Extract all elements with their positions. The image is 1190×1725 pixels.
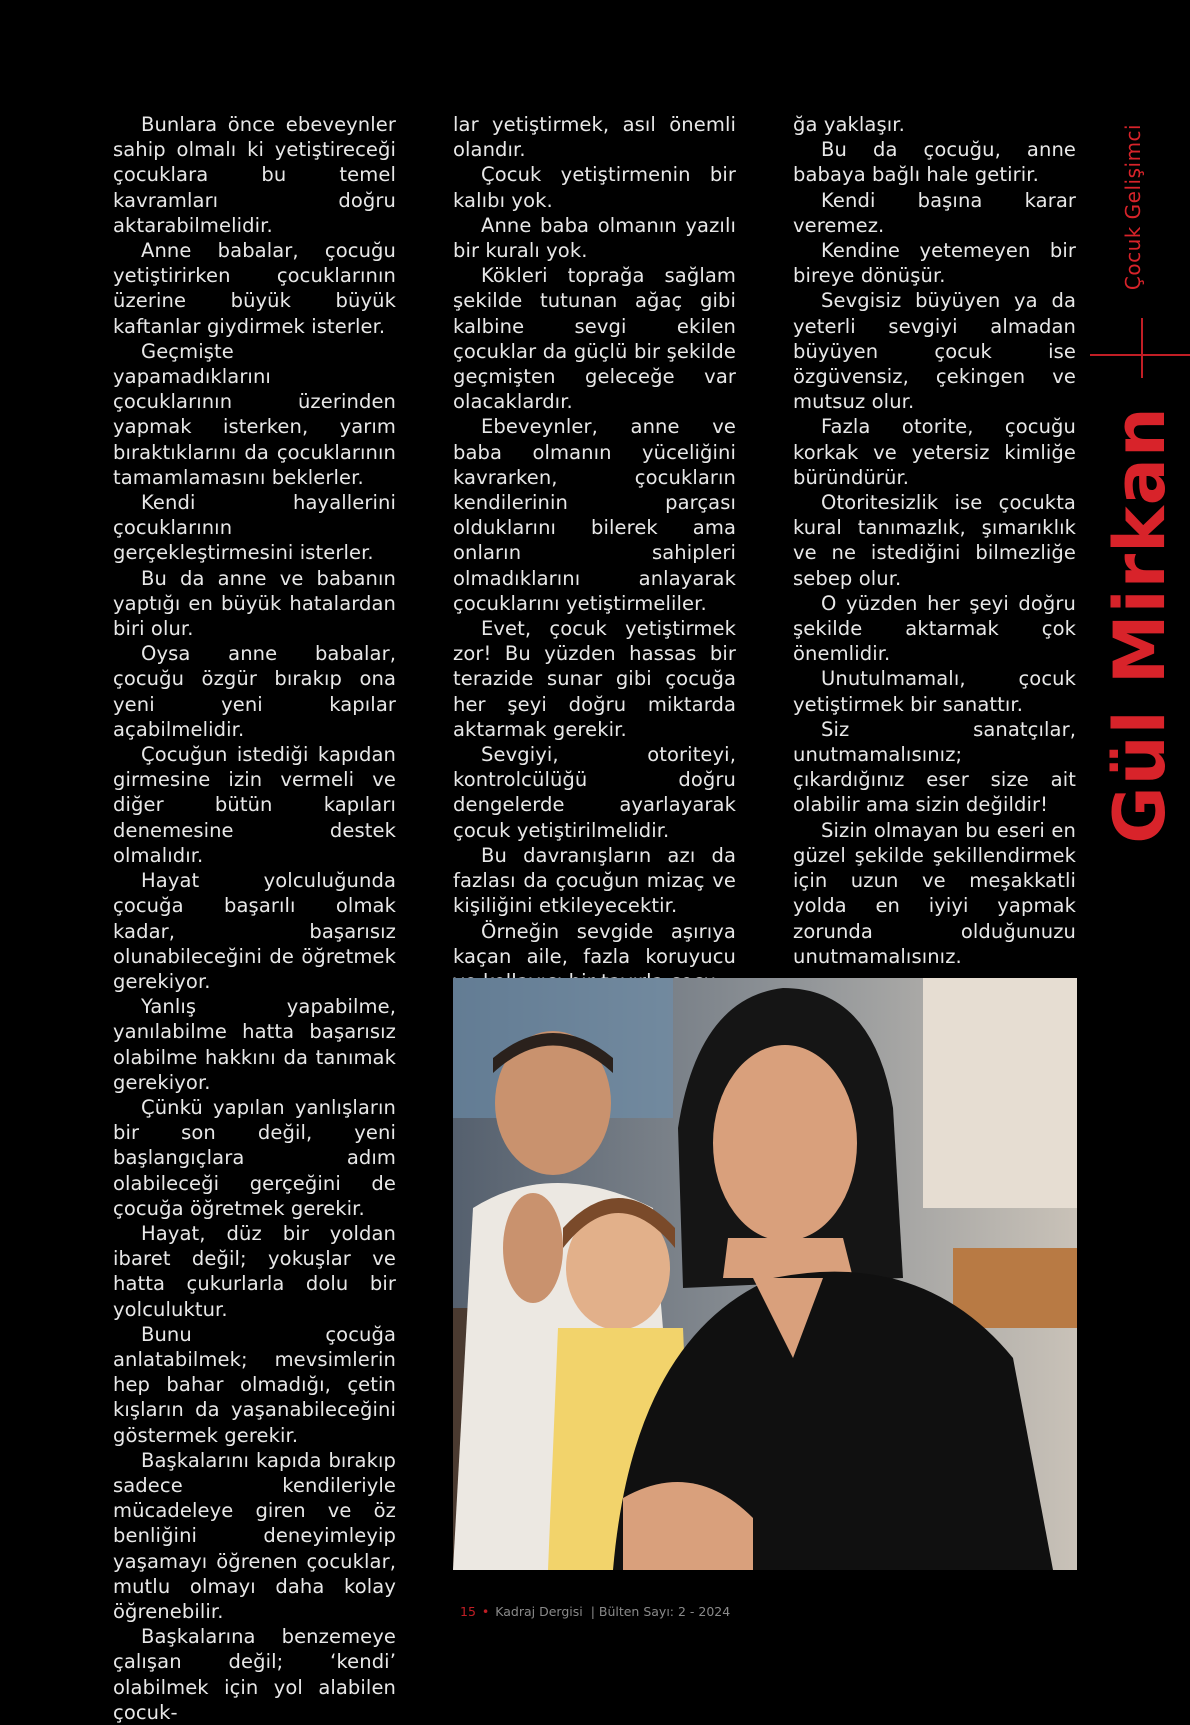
article-paragraph: Kendi hayallerini çocuklarının gerçekleştirmesini isterler. — [113, 491, 396, 565]
magazine-name: Kadraj Dergisi — [495, 1604, 583, 1619]
article-paragraph: lar yetiştirmek, asıl önemli olandır. — [453, 113, 736, 162]
family-photo — [453, 978, 1077, 1570]
article-column-1 — [113, 112, 396, 1725]
article-paragraph: Bunu çocuğa anlatabilmek; mevsimlerin hep bahar olmadığı, çetin kışların da yaşanabileceğini göstermek gerekir. — [113, 1322, 396, 1447]
article-paragraph: ğa yaklaşır. — [793, 113, 905, 136]
article-paragraph: Bu da çocuğu, anne babaya bağlı hale getirir. — [793, 138, 1076, 187]
issue-info: | Bülten Sayı: 2 - 2024 — [590, 1604, 731, 1619]
article-paragraph: Ebeveynler, anne ve baba olmanın yüceliğini kavrarken, çocukların kendilerinin parçası olduklarını bilerek ama onların sahipleri olmadıklarını anlayarak çocuklarını yetiştirmeliler. — [453, 415, 736, 615]
page-footer — [460, 1604, 730, 1619]
article-paragraph: Anne baba olmanın yazılı bir kuralı yok. — [453, 213, 736, 263]
article-paragraph: Oysa anne babalar, çocuğu özgür bırakıp ona yeni yeni kapılar açabilmelidir. — [113, 642, 396, 741]
author-name — [1100, 405, 1180, 845]
article-paragraph: Anne babalar, çocuğu yetiştirirken çocuklarının üzerine büyük büyük kaftanlar giydirmek isterler. — [113, 239, 396, 338]
article-paragraph: Çocuk yetiştirmenin bir kalıbı yok. — [453, 163, 736, 212]
divider-line — [1090, 354, 1190, 356]
divider-line-vertical — [1141, 318, 1143, 378]
article-paragraph: Sevgiyi, otoriteyi, kontrolcülüğü doğru dengelerde ayarlayarak çocuk yetiştirilmelidir. — [453, 743, 736, 842]
article-paragraph: Bu da anne ve babanın yaptığı en büyük hatalardan biri olur. — [113, 566, 396, 641]
article-paragraph: Otoritesizlik ise çocukta kural tanımazlık, şımarıklık ve ne istediğini bilmezliğe sebep olur. — [793, 491, 1076, 590]
footer-separator: • — [481, 1604, 490, 1619]
author-title-text: Çocuk Gelişimci — [1121, 123, 1145, 291]
family-photo-illustration — [453, 978, 1077, 1570]
article-paragraph: Bu davranışların azı da fazlası da çocuğun mizaç ve kişiliğini etkileyecektir. — [453, 843, 736, 918]
article-paragraph: Kökleri toprağa sağlam şekilde tutunan ağaç gibi kalbine sevgi ekilen çocuklar da güçlü bir şekilde geçmişten geleceğe var olacaklardır. — [453, 264, 736, 414]
article-column-2 — [453, 112, 736, 994]
article-paragraph: Geçmişte yapamadıklarını çocuklarının üzerinden yapmak isterken, yarım bıraktıklarını da çocuklarının tamamlamasını beklerler. — [113, 339, 396, 489]
page-number: 15 — [460, 1604, 476, 1619]
article-paragraph: Evet, çocuk yetiştirmek zor! Bu yüzden hassas bir terazide sunar gibi çocuğa her şeyi doğru miktarda aktarmak gerekir. — [453, 617, 736, 741]
article-paragraph: Kendi başına karar veremez. — [793, 188, 1076, 237]
article-paragraph: Unutulmamalı, çocuk yetiştirmek bir sanattır. — [793, 667, 1076, 716]
article-paragraph: Örneğin sevgide aşırıya kaçan aile, fazla koruyucu — [453, 919, 736, 968]
article-paragraph: Bunlara önce ebeveynler sahip olmalı ki yetiştireceği çocuklara bu temel kavramları doğru aktarabilmelidir. — [113, 113, 396, 237]
article-paragraph: Çünkü yapılan yanlışların bir son değil, yeni başlangıçlara adım olabileceği gerçeğini de çocuğa öğretmek gerekir. — [113, 1095, 396, 1220]
article-paragraph: Yanlış yapabilme, yanılabilme hatta başarısız olabilme hakkını da tanımak gerekiyor. — [113, 995, 396, 1094]
article-paragraph: Hayat, düz bir yoldan ibaret değil; yokuşlar ve hatta çukurlarla dolu bir yolculuktur. — [113, 1221, 396, 1321]
author-name-text: Gül Mirkan — [1099, 406, 1181, 844]
article-paragraph: Hayat yolculuğunda çocuğa başarılı olmak kadar, başarısız olunabileceğini de öğretmek gerekiyor. — [113, 869, 396, 993]
article-paragraph: Başkalarına benzemeye çalışan değil; ‘kendi’ olabilmek için yol alabilen çocuk- — [113, 1625, 396, 1724]
article-paragraph: Sevgisiz büyüyen ya da yeterli sevgiyi almadan büyüyen çocuk ise özgüvensiz, çekingen ve mutsuz olur. — [793, 289, 1076, 414]
author-title — [1117, 112, 1149, 302]
article-paragraph: Çocuğun istediği kapıdan girmesine izin vermeli ve diğer bütün kapıları denemesine destek olmalıdır. — [113, 743, 396, 867]
article-paragraph: Başkalarını kapıda bırakıp sadece kendileriyle mücadeleye giren ve öz benliğini deneyimleyip yaşamayı öğrenen çocuklar, mutlu olmayı daha kolay öğrenebilir. — [113, 1448, 396, 1623]
article-paragraph: Fazla otorite, çocuğu korkak ve yetersiz kimliğe büründürür. — [793, 415, 1076, 489]
article-paragraph: O yüzden her şeyi doğru şekilde aktarmak çok önemlidir. — [793, 591, 1076, 666]
article-paragraph: Siz sanatçılar, unutmamalısınız; çıkardığınız eser size ait olabilir ama sizin değildir! — [793, 717, 1076, 817]
article-paragraph: Kendine yetemeyen bir bireye dönüşür. — [793, 239, 1076, 288]
article-column-3 — [793, 112, 1076, 969]
article-paragraph: Sizin olmayan bu eseri en güzel şekilde şekillendirmek için uzun ve meşakkatli yolda en iyiyi yapmak zorunda olduğunuzu unutmamalısınız. — [793, 818, 1076, 968]
